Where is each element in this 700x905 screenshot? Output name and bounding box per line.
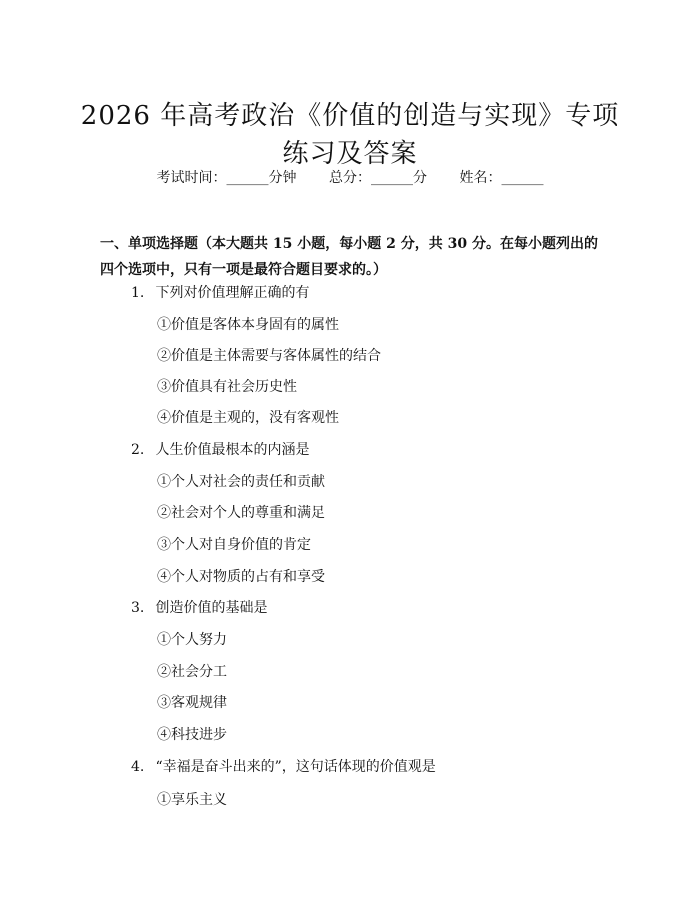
question-1-option-1: ①价值是客体本身固有的属性 <box>157 317 339 333</box>
question-2-option-2: ②社会对个人的尊重和满足 <box>157 505 325 521</box>
section-heading: 一、单项选择题（本大题共 15 小题，每小题 2 分，共 30 分。在每小题列出的四个选项中，只有一项是最符合题目要求的。） <box>100 236 598 278</box>
question-4 <box>131 757 436 777</box>
question-number: 2. <box>131 442 145 458</box>
total-score-field: 总分：______分 <box>329 170 427 186</box>
question-3-option-4: ④科技进步 <box>157 727 227 743</box>
question-1 <box>131 283 309 303</box>
question-1-option-2: ②价值是主体需要与客体属性的结合 <box>157 348 381 364</box>
question-number: 4. <box>131 759 145 775</box>
question-3-option-1: ①个人努力 <box>157 632 227 648</box>
title-line-2: 练习及答案 <box>282 139 418 170</box>
question-text: 创造价值的基础是 <box>155 600 268 616</box>
question-text: “幸福是奋斗出来的”，这句话体现的价值观是 <box>155 759 436 775</box>
question-3-option-3: ③客观规律 <box>157 695 227 711</box>
question-text: 人生价值最根本的内涵是 <box>155 442 310 458</box>
question-number: 1. <box>131 285 145 301</box>
exam-time-field: 考试时间：______分钟 <box>156 170 297 186</box>
question-2-option-1: ①个人对社会的责任和贡献 <box>157 474 325 490</box>
question-1-option-3: ③价值具有社会历史性 <box>157 379 297 395</box>
question-2 <box>131 440 309 460</box>
student-name-field: 姓名：______ <box>459 170 544 186</box>
question-text: 下列对价值理解正确的有 <box>155 285 310 301</box>
document-title <box>60 97 640 173</box>
question-3 <box>131 598 267 618</box>
title-line-1: 2026 年高考政治《价值的创造与实现》专项 <box>80 101 620 132</box>
question-1-option-4: ④价值是主观的，没有客观性 <box>157 410 339 426</box>
question-4-option-1: ①享乐主义 <box>157 792 227 808</box>
question-2-option-4: ④个人对物质的占有和享受 <box>157 569 325 585</box>
question-number: 3. <box>131 600 145 616</box>
question-2-option-3: ③个人对自身价值的肯定 <box>157 537 311 553</box>
exam-info <box>0 168 700 188</box>
question-3-option-2: ②社会分工 <box>157 664 227 680</box>
